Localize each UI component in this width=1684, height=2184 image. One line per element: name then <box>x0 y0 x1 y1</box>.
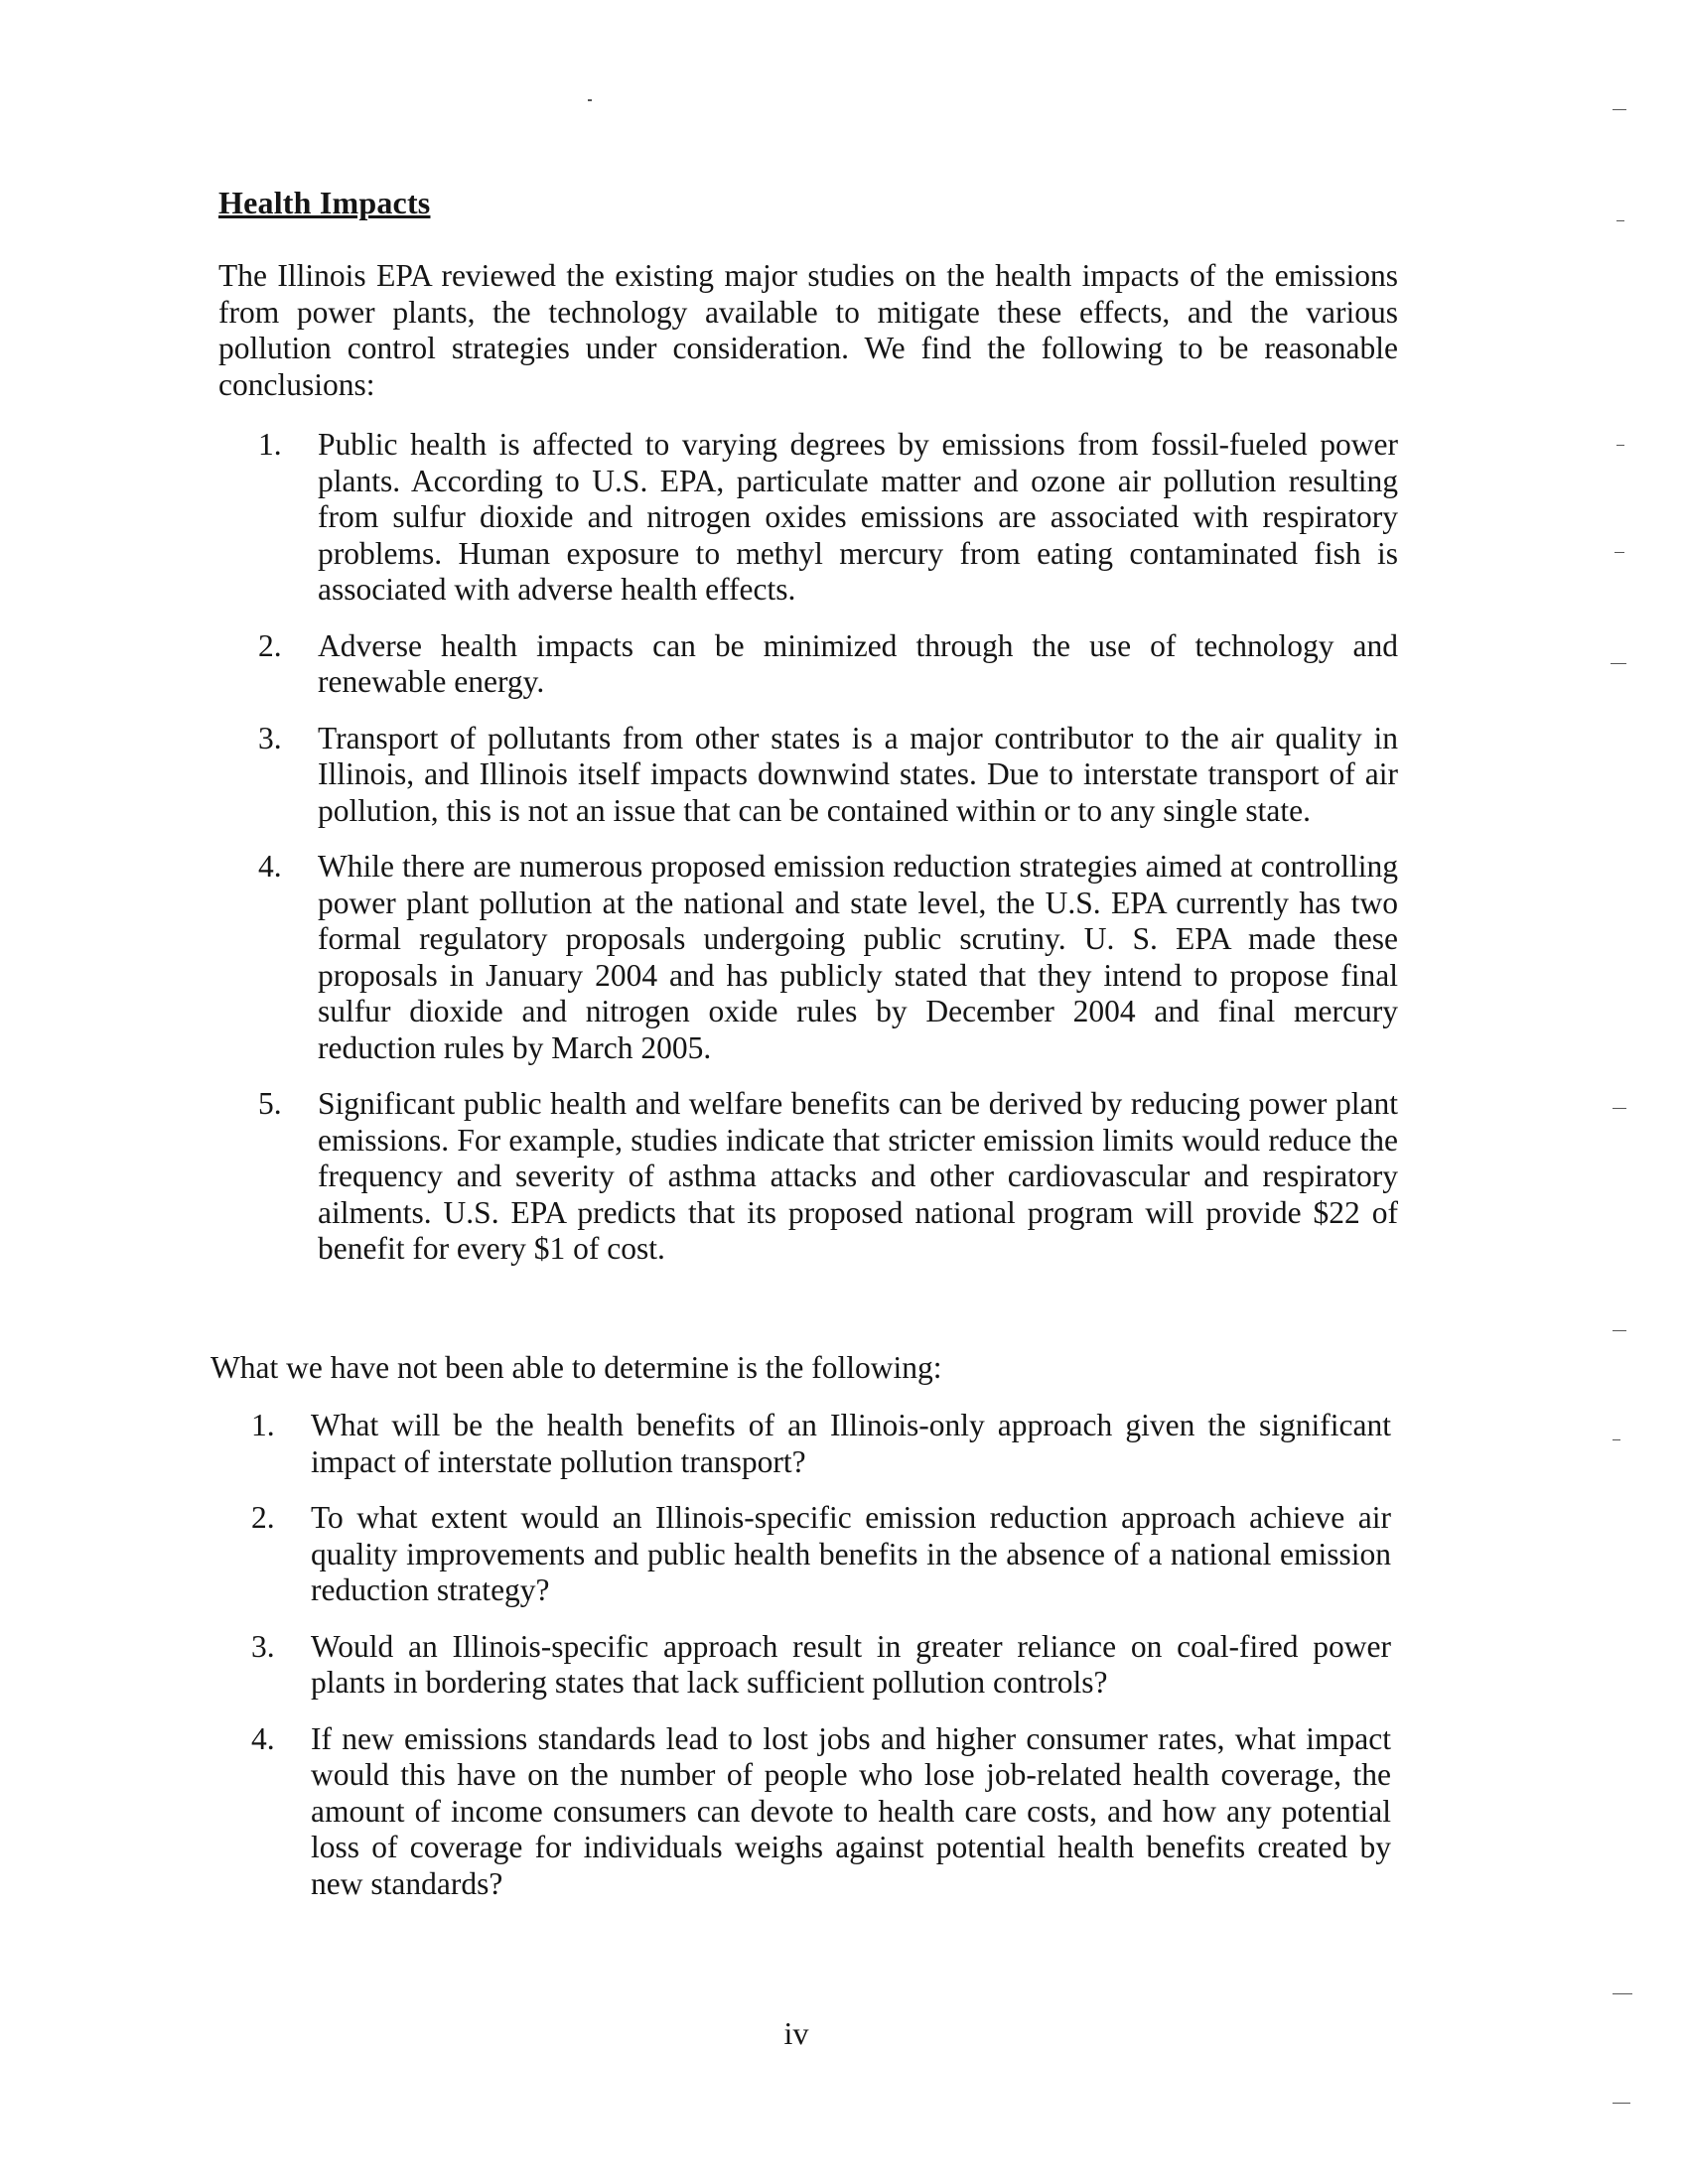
item-text: Adverse health impacts can be minimized through the use of technology and renewable energy. <box>318 627 1398 699</box>
undetermined-intro: What we have not been able to determine is the following: <box>210 1350 942 1385</box>
list-item <box>251 1721 1391 1903</box>
item-number: 1. <box>258 427 282 462</box>
scan-mark <box>1616 445 1624 446</box>
scan-speck <box>588 99 592 101</box>
section-heading: Health Impacts <box>218 185 431 220</box>
scan-mark <box>1613 1330 1626 1331</box>
item-text: What will be the health benefits of an Illinois-only approach given the significant impact of interstate pollution transport? <box>311 1408 1391 1479</box>
page-number: iv <box>783 2015 809 2051</box>
intro-paragraph: The Illinois EPA reviewed the existing major studies on the health impacts of the emissions from power plants, the technology available to mitigate these effects, and the various pollution control strategies under consideration. We find the following to be reasonable conclusions: <box>218 258 1398 402</box>
list-item <box>258 849 1398 1066</box>
item-text: Public health is affected to varying degrees by emissions from fossil-fueled power plants. According to U.S. EPA, particulate matter and ozone air pollution resulting from sulfur dioxide and nitrogen oxides emissions are associated with respiratory problems. Human exposure to methyl mercury from eating contaminated fish is associated with adverse health effects. <box>318 427 1398 607</box>
scan-mark <box>1614 552 1624 553</box>
questions-list <box>251 1408 1391 1922</box>
item-text: Transport of pollutants from other states is a major contributor to the air quality in Illinois, and Illinois itself impacts downwind states. Due to interstate transport of air pollution, this is not an issue that can be contained within or to any single state. <box>318 720 1398 828</box>
list-item <box>258 628 1398 701</box>
item-text: Significant public health and welfare benefits can be derived by reducing power plant emissions. For example, studies indicate that stricter emission limits would reduce the frequency and severity of asthma attacks and other cardiovascular and respiratory ailments. U.S. EPA predicts that its proposed national program will provide $22 of benefit for every $1 of cost. <box>318 1086 1398 1266</box>
scan-mark <box>1613 109 1626 110</box>
item-number: 4. <box>258 849 282 884</box>
item-number: 2. <box>251 1500 275 1535</box>
item-text: While there are numerous proposed emission reduction strategies aimed at controlling power plant pollution at the national and state level, the U.S. EPA currently has two formal regulatory proposals undergoing public scrutiny. U. S. EPA made these proposals in January 2004 and has publicly stated that they intend to propose final sulfur dioxide and nitrogen oxide rules by December 2004 and final mercury reduction rules by March 2005. <box>318 849 1398 1065</box>
item-number: 3. <box>258 720 282 755</box>
list-item <box>258 1086 1398 1268</box>
item-number: 4. <box>251 1720 275 1756</box>
scan-mark <box>1611 663 1626 664</box>
item-number: 2. <box>258 627 282 663</box>
item-text: To what extent would an Illinois-specific emission reduction approach achieve air quality improvements and public health benefits in the absence of a national emission reduction strategy? <box>311 1500 1391 1607</box>
list-item <box>251 1408 1391 1480</box>
list-item <box>258 427 1398 609</box>
scan-mark <box>1613 1108 1626 1109</box>
conclusions-list <box>258 427 1398 1288</box>
item-text: If new emissions standards lead to lost jobs and higher consumer rates, what impact would this have on the number of people who lose job-related health coverage, the amount of income consumers can devote to health care costs, and how any potential loss of coverage for individuals weighs against potential health benefits created by new standards? <box>311 1720 1391 1901</box>
item-number: 3. <box>251 1628 275 1664</box>
item-number: 5. <box>258 1086 282 1121</box>
scan-mark <box>1613 1993 1632 1994</box>
list-item <box>251 1629 1391 1702</box>
item-number: 1. <box>251 1408 275 1442</box>
scan-mark <box>1613 2103 1630 2104</box>
scan-mark <box>1616 220 1624 221</box>
list-item <box>258 721 1398 830</box>
item-text: Would an Illinois-specific approach result in greater reliance on coal-fired power plants in bordering states that lack sufficient pollution controls? <box>311 1628 1391 1700</box>
scan-mark <box>1613 1439 1620 1440</box>
list-item <box>251 1500 1391 1609</box>
